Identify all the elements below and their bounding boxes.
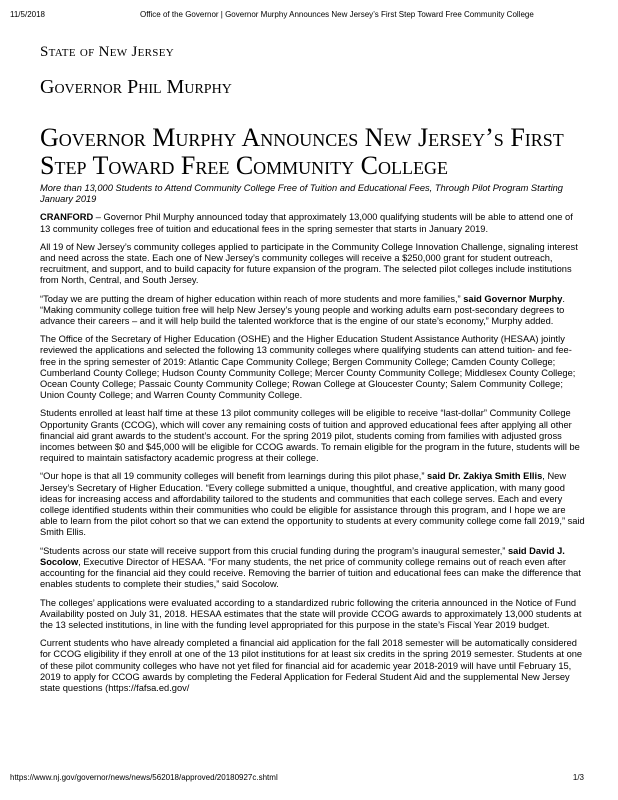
quote-attribution: said David J. Socolow	[40, 545, 565, 567]
governor-brand-link[interactable]: Governor Phil Murphy	[40, 76, 232, 98]
article-subtitle: More than 13,000 Students to Attend Community College Free of Tuition and Educational Fees, Through Pilot Program Starting January 2019	[40, 183, 563, 205]
article-body	[40, 183, 585, 701]
print-page-title: Office of the Governor | Governor Murphy Announces New Jersey’s First Step Toward Free Community College	[140, 10, 534, 19]
paragraph-5: Students enrolled at least half time at these 13 pilot community colleges will be eligible to receive “last-dollar” Community College Opportunity Grants (CCOG), which will cover any remaining costs of tuition and approved educational fees after applying all other financial aid grant awards to the student’s account. For the spring 2019 pilot, students coming from families with adjusted gross incomes between $0 and $45,000 will be eligible for CCOG awards. To remain eligible for the program in the future, students will be required to maintain satisfactory academic progress at their college.	[40, 408, 580, 464]
paragraph-7: “Students across our state will receive support from this crucial funding during the program’s inaugural semester,” said David J. Socolow, Executive Director of HESAA. “For many students, the net price of community college remains out of reach even after accounting for the financial aid they could receive. Removing the barrier of tuition and educational fees can make the difference that enables students to complete their studies,” said Socolow.	[40, 545, 581, 590]
page-number: 1/3	[572, 773, 584, 782]
article-headline: Governor Murphy Announces New Jersey’s First Step Toward Free Community College	[40, 123, 564, 180]
quote-attribution: said Dr. Zakiya Smith Ellis	[427, 471, 543, 482]
dateline: CRANFORD	[40, 212, 94, 223]
paragraph-8: The colleges’ applications were evaluated according to a standardized rubric following the criteria announced in the Notice of Fund Availability posted on July 31, 2018. HESAA estimates that the state will provide CCOG awards to approximately 13,000 students at the 13 selected institutions, in line with the funding level appropriated for this purpose in the state’s Fiscal Year 2019 budget.	[40, 597, 582, 630]
paragraph-1: CRANFORD – Governor Phil Murphy announced today that approximately 13,000 qualifying students will be able to attend one of 13 community colleges free of tuition and educational fees in the spring semester that starts in January 2019.	[40, 212, 573, 234]
state-brand-link[interactable]: State of New Jersey	[40, 44, 174, 60]
paragraph-9: Current students who have already completed a financial aid application for the fall 2018 semester will be automatically considered for CCOG eligibility if they enroll at one of the 13 pilot institutions for at least six credits in the spring 2019 semester. Students at one of these pilot community colleges who have not yet filed for financial aid for academic year 2018-2019 will have until February 15, 2019 to apply for CCOG awards by completing the Federal Application for Federal Student Aid and the supplemental New Jersey state questions (https://fafsa.ed.gov/	[40, 638, 583, 693]
paragraph-6: “Our hope is that all 19 community colleges will benefit from learnings during this pilot phase,” said Dr. Zakiya Smith Ellis, New Jersey’s Secretary of Higher Education. “Every college submitted a unique, thoughtful, and creative application, with many good ideas for increasing access and affordability tailored to the students and communities that each college serves. Each and every college identified students within their communities who could be eligible for assistance through this program, and I hope we are able to learn from the pilot cohort so that we can extend the opportunity to students at every community college come fall 2019,” said Smith Ellis.	[40, 471, 585, 538]
paragraph-2: All 19 of New Jersey’s community colleges applied to participate in the Community College Innovation Challenge, signaling interest and need across the state. Each one of New Jersey’s community colleges will receive a $250,000 grant for student outreach, recruitment, and support, and to build capacity for future expansion of the program. The selected pilot colleges include institutions from North, Central, and South Jersey.	[40, 241, 578, 286]
print-url: https://www.nj.gov/governor/news/news/562018/approved/20180927c.shtml	[10, 773, 278, 782]
paragraph-3: “Today we are putting the dream of higher education within reach of more students and more families,” said Governor Murphy. “Making community college tuition free will help New Jersey’s young people and working adults earn post-secondary degrees to advance their careers – and it will help build the talented workforce that is the engine of our state’s economy,” Murphy added.	[40, 293, 566, 327]
print-date: 11/5/2018	[10, 10, 45, 19]
quote-attribution: said Governor Murphy	[463, 293, 563, 304]
paragraph-4: The Office of the Secretary of Higher Education (OSHE) and the Higher Education Student Assistance Authority (HESAA) jointly reviewed the applications and selected the following 13 community colleges where qualifying students can attend tuition- and fee-free in the spring semester of 2019: Atlantic Cape Community College; Bergen Community College; Camden County College; Cumberland County College; Hudson County Community College; Mercer County Community College; Middlesex County College; Ocean County College; Passaic County Community College; Rowan College at Gloucester County; Salem Community College; Union County College; and Warren County Community College.	[40, 334, 576, 401]
